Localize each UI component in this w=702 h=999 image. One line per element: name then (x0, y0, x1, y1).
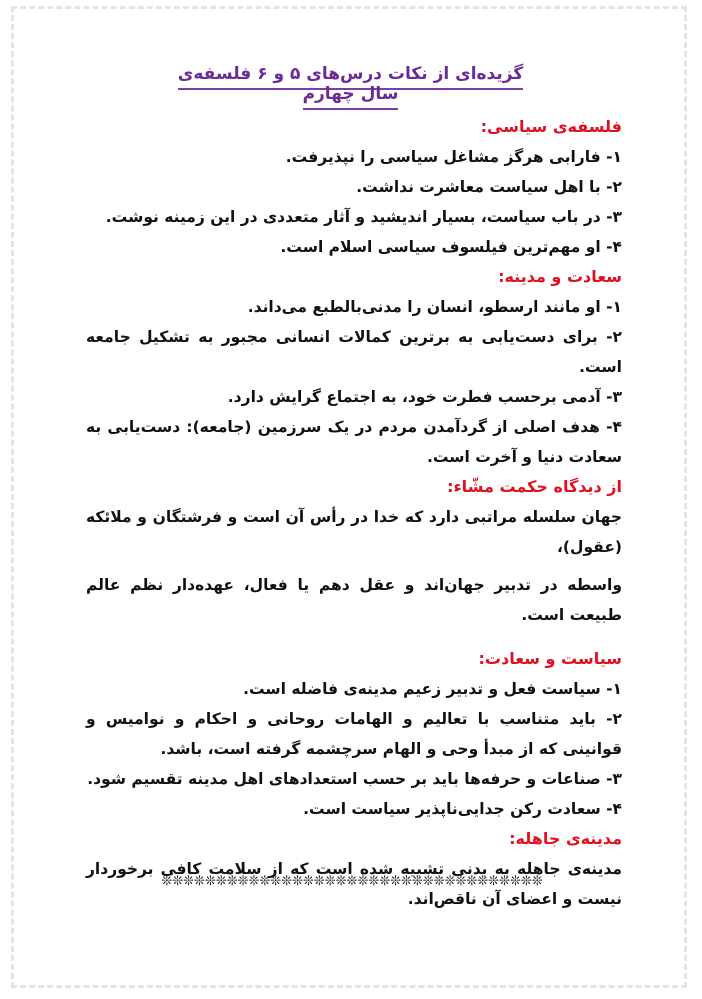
list-item: ۲- برای دست‌یابی به برترین کمالات انسانی مجبور به تشکیل جامعه است. (86, 328, 622, 376)
section-heading-political-philosophy: فلسفه‌ی سیاسی: (480, 117, 622, 136)
paragraph: مدینه‌ی جاهله به بدنی تشبیه شده است که از سلامت کافی برخوردار نیست و اعضای آن ناقص‌اند. (86, 860, 622, 908)
list-item: ۳- صناعات و حرفه‌ها باید بر حسب استعدادهای اهل مدینه تقسیم شود. (87, 770, 622, 788)
list-item: ۴- هدف اصلی از گردآمدن مردم در یک سرزمین (جامعه): دست‌یابی به سعادت دنیا و آخرت است. (86, 418, 622, 466)
list-item: ۴- سعادت رکن جدایی‌ناپذیر سیاست است. (303, 800, 622, 818)
section-heading-peripatetic-view: از دیدگاه حکمت مشّاء: (447, 477, 622, 496)
document-title (172, 64, 529, 104)
document-title-text: گزیده‌ای از نکات درس‌های ۵ و ۶ فلسفه‌ی سال چهارم (178, 64, 523, 110)
list-item: ۳- در باب سیاست، بسیار اندیشید و آثار متعددی در این زمینه نوشت. (105, 208, 622, 226)
list-item: ۲- با اهل سیاست معاشرت نداشت. (356, 178, 622, 196)
paragraph-line: جهان سلسله مراتبی دارد که خدا در رأس آن است و فرشتگان و ملائکه (عقول)، (86, 508, 622, 556)
list-item: ۱- سیاست فعل و تدبیر زعیم مدینه‌ی فاضله است. (243, 680, 622, 698)
list-item: ۳- آدمی برحسب فطرت خود، به اجتماع گرایش دارد. (227, 388, 622, 406)
list-item: ۱- او مانند ارسطو، انسان را مدنی‌بالطبع می‌داند. (247, 298, 622, 316)
list-item: ۴- او مهم‌ترین فیلسوف سیاسی اسلام است. (280, 238, 622, 256)
list-item: ۱- فارابی هرگز مشاغل سیاسی را نپذیرفت. (285, 148, 622, 166)
paragraph-line: واسطه در تدبیر جهان‌اند و عقل دهم یا فعال، عهده‌دار نظم عالم طبیعت است. (86, 576, 622, 624)
document-body (86, 112, 622, 914)
section-heading-happiness-and-city: سعادت و مدینه: (498, 267, 622, 286)
section-heading-politics-and-happiness: سیاست و سعادت: (478, 649, 622, 668)
section-heading-ignorant-city: مدینه‌ی جاهله: (509, 829, 622, 848)
list-item: ۲- باید متناسب با تعالیم و الهامات روحانی و احکام و نوامیس و قوانینی که از مبدأ وحی و الهام سرچشمه گرفته است، باشد. (86, 710, 622, 758)
decorative-divider: ❊❊❊❊❊❊❊❊❊❊❊❊❊❊❊❊❊❊❊❊❊❊❊❊❊❊❊❊❊❊❊❊❊❊❊ (161, 874, 543, 889)
